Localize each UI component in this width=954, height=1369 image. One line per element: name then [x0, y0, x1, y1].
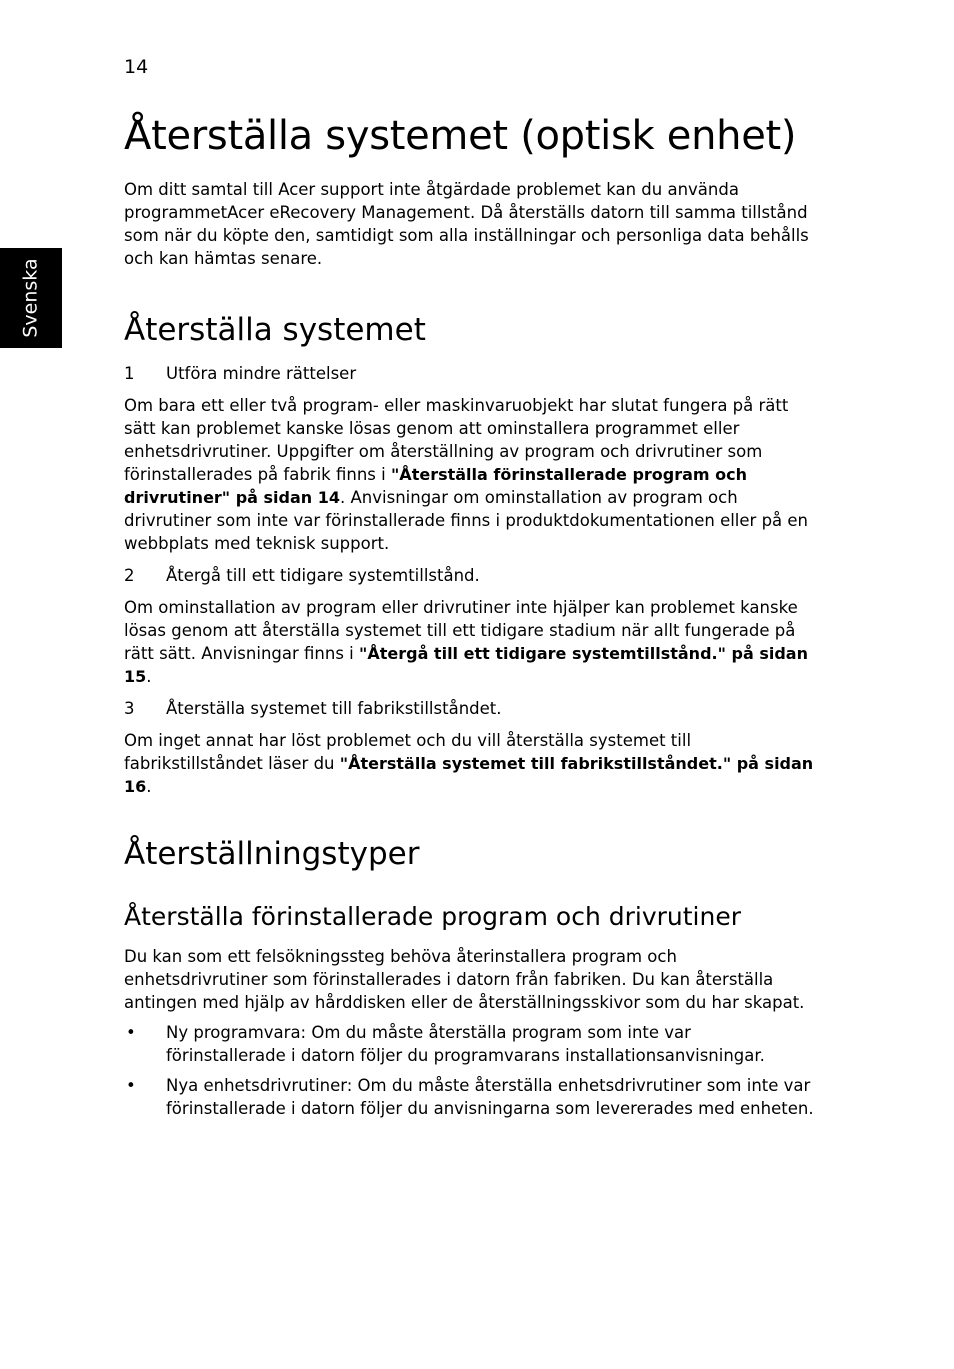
step-2	[124, 564, 814, 587]
paragraph-text: .	[146, 777, 152, 796]
subsection-paragraph: Du kan som ett felsökningssteg behöva återinstallera program och enhetsdrivrutiner som förinstallerades i datorn från fabriken. Du kan återställa antingen med hjälp av hårddisken eller de återställningsskivor som du har skapat.	[124, 947, 805, 1012]
bullet-item	[124, 1074, 814, 1120]
bullet-marker: •	[126, 1023, 136, 1042]
paragraph-text: Om ominstallation av program eller drivrutiner inte hjälper kan problemet kanske lösas genom att återställa systemet till ett tidigare stadium när allt fungerade på rätt sätt. Anvisningar finns i	[124, 598, 798, 663]
step-3-paragraph	[124, 729, 814, 798]
step-3	[124, 697, 814, 720]
step-1	[124, 362, 814, 385]
cross-reference: "Återställa systemet till fabrikstillståndet." på sidan 16	[124, 754, 814, 796]
subsection-heading: Återställa förinstallerade program och drivrutiner	[124, 902, 742, 931]
section-heading-restore-types: Återställningstyper	[124, 836, 420, 872]
step-text: Återställa systemet till fabrikstillståndet.	[166, 699, 502, 718]
paragraph-text: .	[146, 667, 152, 686]
step-number: 3	[124, 699, 135, 718]
page-content	[124, 108, 814, 1120]
bullet-text: Ny programvara: Om du måste återställa program som inte var förinstallerade i datorn följer du programvarans installationsanvisningar.	[166, 1023, 765, 1065]
cross-reference: "Återställa förinstallerade program och drivrutiner" på sidan 14	[124, 465, 748, 507]
page-number: 14	[124, 56, 149, 78]
language-side-tab	[0, 248, 62, 348]
paragraph-text: Om bara ett eller två program- eller maskinvaruobjekt har slutat fungera på rätt sätt kan problemet kanske lösas genom att ominstallera programmet eller enhetsdrivrutiner. Uppgifter om återställning av program och drivrutiner som förinstallerades på fabrik finns i	[124, 396, 789, 484]
step-1-paragraph	[124, 394, 814, 555]
paragraph-text: . Anvisningar om ominstallation av program och drivrutiner som inte var förinstallerade finns i produktdokumentationen eller på en webbplats med teknisk support.	[124, 488, 809, 553]
cross-reference: "Återgå till ett tidigare systemtillstånd." på sidan 15	[124, 644, 808, 686]
step-text: Utföra mindre rättelser	[166, 364, 357, 383]
bullet-marker: •	[126, 1076, 136, 1095]
intro-paragraph: Om ditt samtal till Acer support inte åtgärdade problemet kan du använda programmetAcer eRecovery Management. Då återställs datorn till samma tillstånd som när du köpte den, samtidigt som alla inställningar och personliga data behålls och kan hämtas senare.	[124, 180, 809, 268]
step-number: 1	[124, 364, 135, 383]
step-number: 2	[124, 566, 135, 585]
side-tab-label: Svenska	[20, 258, 42, 338]
step-2-paragraph	[124, 596, 814, 688]
bullet-text: Nya enhetsdrivrutiner: Om du måste återställa enhetsdrivrutiner som inte var förinstallerade i datorn följer du anvisningarna som levererades med enheten.	[166, 1076, 814, 1118]
paragraph-text: Om inget annat har löst problemet och du vill återställa systemet till fabrikstillståndet läser du	[124, 731, 692, 773]
page-title: Återställa systemet (optisk enhet)	[124, 113, 797, 159]
bullet-item	[124, 1021, 814, 1067]
section-heading-restore-system: Återställa systemet	[124, 312, 426, 348]
step-text: Återgå till ett tidigare systemtillstånd.	[166, 566, 480, 585]
